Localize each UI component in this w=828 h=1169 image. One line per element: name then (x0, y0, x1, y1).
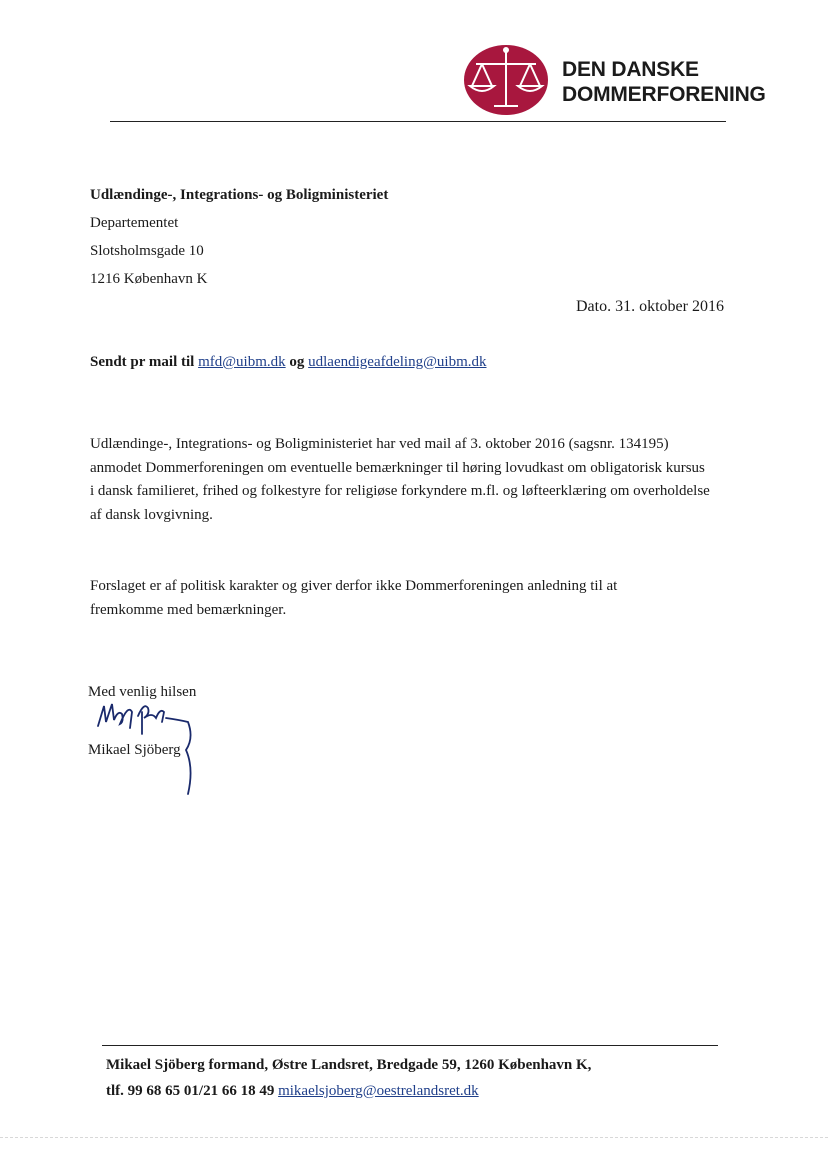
footer-address: Mikael Sjöberg formand, Østre Landsret, Bredgade 59, 1260 København K, (106, 1057, 592, 1073)
recipient-email-link-2[interactable]: udlaendigeafdeling@uibm.dk (308, 354, 487, 370)
scales-of-justice-icon (462, 44, 550, 116)
paragraph-line: fremkomme med bemærkninger. (90, 602, 287, 618)
recipient-city: 1216 København K (90, 271, 208, 287)
footer-contact (106, 1081, 479, 1101)
paragraph-line: Udlændinge-, Integrations- og Boligministeriet har ved mail af 3. oktober 2016 (sagsnr. 134195) (90, 436, 669, 452)
paragraph-line: af dansk lovgivning. (90, 506, 213, 523)
body-paragraph-1 (90, 433, 770, 527)
recipient-name: Udlændinge-, Integrations- og Boligministeriet (90, 187, 389, 203)
header-divider (110, 121, 726, 122)
sent-connector: og (289, 354, 305, 370)
body-paragraph-2 (90, 574, 770, 622)
sent-prefix: Sendt pr mail til (90, 354, 195, 370)
footer-email-link[interactable]: mikaelsjoberg@oestrelandsret.dk (278, 1083, 479, 1099)
paragraph-line: Forslaget er af politisk karakter og giver derfor ikke Dommerforeningen anledning til at (90, 578, 618, 594)
recipient-department: Departementet (90, 215, 179, 231)
recipient-email-link-1[interactable]: mfd@uibm.dk (198, 354, 286, 370)
closing-salutation: Med venlig hilsen (88, 684, 197, 700)
signer-name: Mikael Sjöberg (88, 742, 181, 758)
recipient-street: Slotsholmsgade 10 (90, 243, 204, 259)
paragraph-line: anmodet Dommerforeningen om eventuelle bemærkninger til høring lovudkast om obligatorisk kursus (90, 459, 705, 476)
footer-phone: tlf. 99 68 65 01/21 66 18 49 (106, 1083, 275, 1099)
sent-by-mail-line (90, 352, 487, 372)
organization-name-line-1: DEN DANSKE (562, 58, 699, 81)
organization-name-line-2: DOMMERFORENING (562, 83, 766, 106)
scan-edge-line (0, 1137, 828, 1138)
footer-divider (102, 1045, 718, 1046)
letter-date: Dato. 31. oktober 2016 (576, 298, 724, 315)
paragraph-line: i dansk familieret, frihed og folkestyre for religiøse forkyndere m.fl. og løfteerklæring om overholdelse (90, 483, 710, 499)
